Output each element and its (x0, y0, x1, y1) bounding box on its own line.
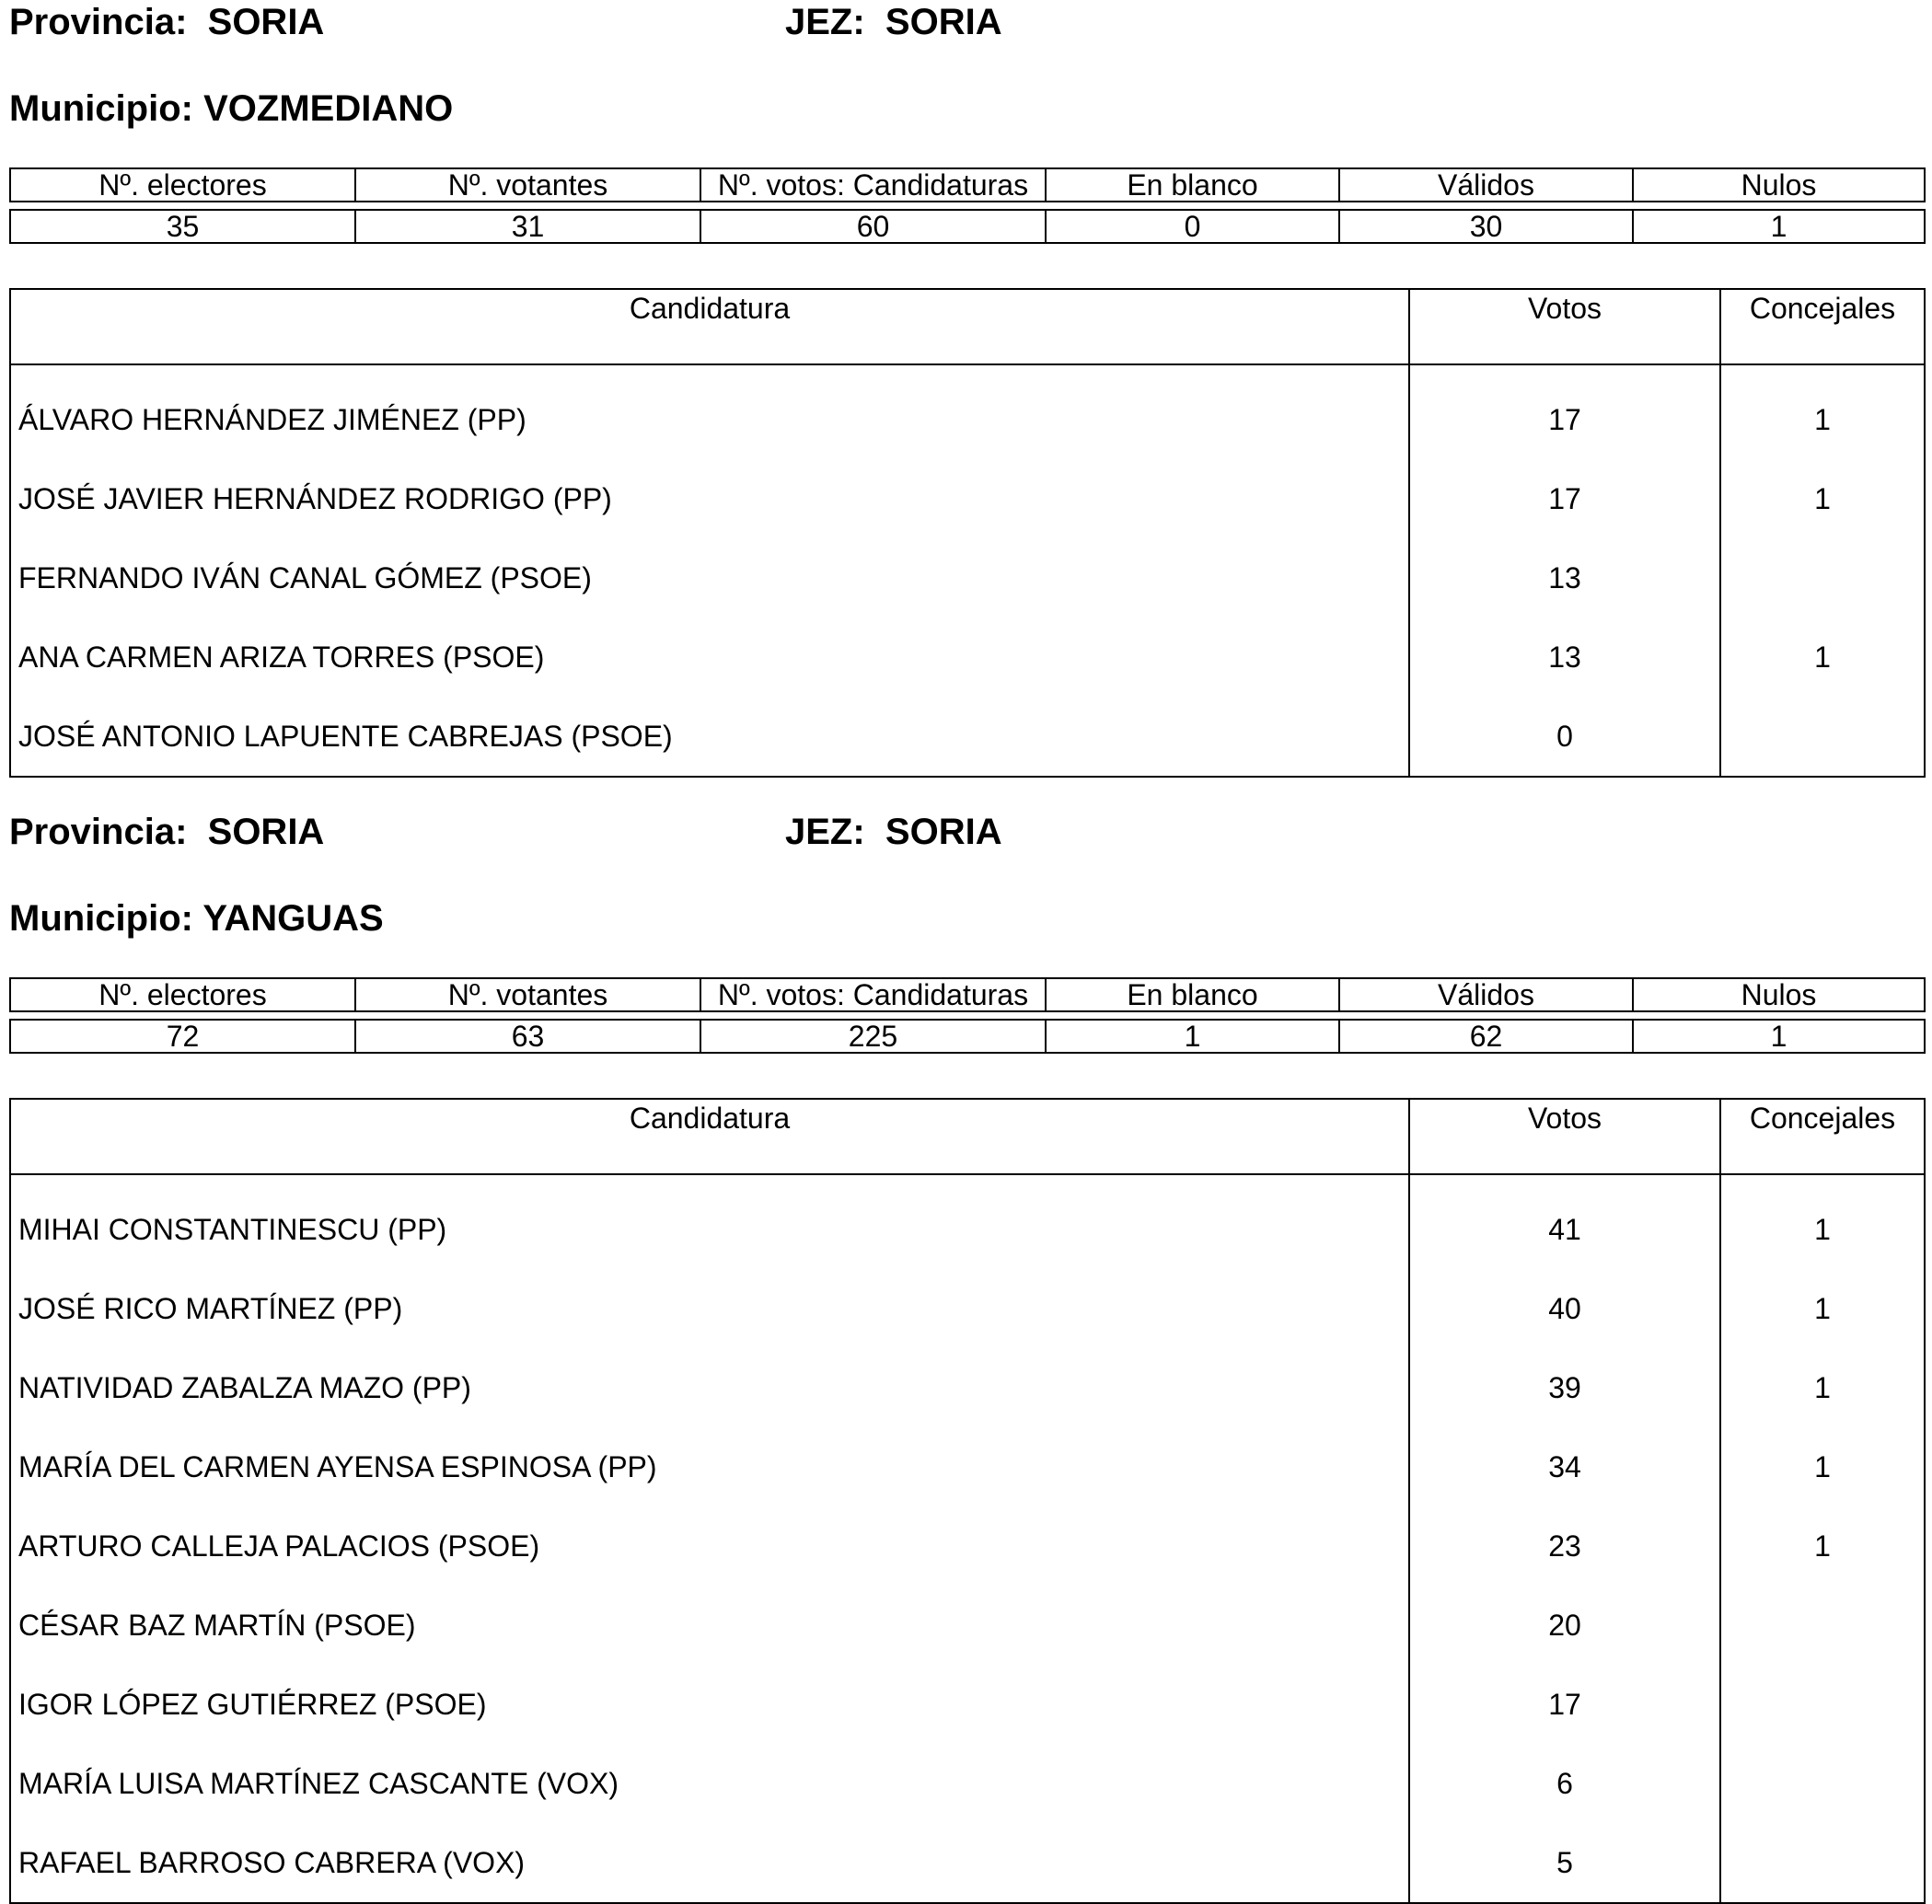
candidate-concejales (1719, 697, 1924, 776)
table-row (11, 1427, 1924, 1506)
jez-heading (785, 0, 1002, 44)
provincia-value: SORIA (207, 2, 325, 42)
candidate-concejales: 1 (1719, 617, 1924, 697)
candidate-name: ARTURO CALLEJA PALACIOS (PSOE) (18, 1529, 540, 1563)
candidate-concejales (1719, 1586, 1924, 1665)
header-candidatura: Candidatura (629, 1102, 791, 1135)
value-electores: 72 (10, 1020, 355, 1053)
candidate-votos: 17 (1408, 380, 1719, 459)
header-votos-candidaturas: Nº. votos: Candidaturas (700, 978, 1046, 1011)
header-concejales: Concejales (1719, 290, 1924, 363)
provincia-label: Provincia: (9, 812, 188, 852)
header-candidatura: Candidatura (629, 292, 791, 325)
candidate-name: ANA CARMEN ARIZA TORRES (PSOE) (18, 640, 545, 674)
candidates-table (9, 1098, 1926, 1904)
candidate-concejales: 1 (1719, 1348, 1924, 1427)
provincia-label: Provincia: (9, 2, 188, 42)
candidate-votos: 23 (1408, 1506, 1719, 1586)
header-electores: Nº. electores (10, 168, 355, 202)
candidate-name: MARÍA LUISA MARTÍNEZ CASCANTE (VOX) (18, 1766, 619, 1800)
jez-value: SORIA (885, 2, 1002, 42)
value-en-blanco: 1 (1046, 1020, 1339, 1053)
candidate-name: CÉSAR BAZ MARTÍN (PSOE) (18, 1608, 416, 1642)
table-row (11, 380, 1924, 459)
header-votos-candidaturas: Nº. votos: Candidaturas (700, 168, 1046, 202)
value-votantes: 31 (355, 210, 700, 243)
candidate-votos: 40 (1408, 1269, 1719, 1348)
candidate-name: MIHAI CONSTANTINESCU (PP) (18, 1212, 447, 1246)
table-row (11, 1348, 1924, 1427)
stats-table (9, 977, 1926, 1054)
candidate-concejales (1719, 1744, 1924, 1823)
stats-table (9, 167, 1926, 244)
header-nulos: Nulos (1633, 168, 1925, 202)
stats-value-row (10, 210, 1925, 243)
jez-value: SORIA (885, 812, 1002, 852)
candidate-concejales (1719, 1665, 1924, 1744)
value-votos-candidaturas: 60 (700, 210, 1046, 243)
candidate-name: JOSÉ JAVIER HERNÁNDEZ RODRIGO (PP) (18, 481, 612, 515)
candidates-table (9, 288, 1926, 778)
jez-label: JEZ: (785, 812, 865, 852)
value-validos: 30 (1339, 210, 1633, 243)
table-row (11, 1269, 1924, 1348)
table-row (11, 1586, 1924, 1665)
value-votantes: 63 (355, 1020, 700, 1053)
header-votos: Votos (1408, 290, 1719, 363)
candidate-name: RAFAEL BARROSO CABRERA (VOX) (18, 1845, 526, 1879)
candidate-votos: 13 (1408, 617, 1719, 697)
candidate-votos: 13 (1408, 538, 1719, 617)
value-nulos: 1 (1633, 1020, 1925, 1053)
candidate-votos: 0 (1408, 697, 1719, 776)
candidate-name: IGOR LÓPEZ GUTIÉRREZ (PSOE) (18, 1687, 487, 1721)
header-validos: Válidos (1339, 168, 1633, 202)
candidate-concejales: 1 (1719, 380, 1924, 459)
candidate-name: FERNANDO IVÁN CANAL GÓMEZ (PSOE) (18, 560, 592, 594)
candidate-name: JOSÉ ANTONIO LAPUENTE CABREJAS (PSOE) (18, 719, 673, 753)
table-row (11, 1506, 1924, 1586)
stats-value-row (10, 1020, 1925, 1053)
header-validos: Válidos (1339, 978, 1633, 1011)
header-votantes: Nº. votantes (355, 978, 700, 1011)
header-concejales: Concejales (1719, 1100, 1924, 1173)
candidate-votos: 39 (1408, 1348, 1719, 1427)
table-row (11, 1190, 1924, 1269)
municipio-label: Municipio: (9, 898, 193, 939)
header-votantes: Nº. votantes (355, 168, 700, 202)
value-electores: 35 (10, 210, 355, 243)
table-row (11, 697, 1924, 776)
candidate-votos: 34 (1408, 1427, 1719, 1506)
candidate-concejales: 1 (1719, 1427, 1924, 1506)
candidates-header-row (11, 1100, 1924, 1175)
provincia-heading (9, 810, 324, 854)
candidate-votos: 41 (1408, 1190, 1719, 1269)
candidate-concejales: 1 (1719, 1269, 1924, 1348)
table-row (11, 617, 1924, 697)
header-nulos: Nulos (1633, 978, 1925, 1011)
stats-header-row (10, 978, 1925, 1011)
candidate-concejales (1719, 538, 1924, 617)
candidate-name: NATIVIDAD ZABALZA MAZO (PP) (18, 1370, 471, 1404)
candidate-concejales: 1 (1719, 1506, 1924, 1586)
municipio-value: YANGUAS (202, 898, 384, 939)
value-votos-candidaturas: 225 (700, 1020, 1046, 1053)
provincia-value: SORIA (207, 812, 325, 852)
header-votos: Votos (1408, 1100, 1719, 1173)
provincia-heading (9, 0, 324, 44)
value-validos: 62 (1339, 1020, 1633, 1053)
table-row (11, 1665, 1924, 1744)
value-en-blanco: 0 (1046, 210, 1339, 243)
table-row (11, 459, 1924, 538)
table-row (11, 538, 1924, 617)
candidate-concejales: 1 (1719, 1190, 1924, 1269)
candidate-votos: 17 (1408, 1665, 1719, 1744)
candidate-votos: 17 (1408, 459, 1719, 538)
candidates-header-row (11, 290, 1924, 365)
header-en-blanco: En blanco (1046, 978, 1339, 1011)
header-en-blanco: En blanco (1046, 168, 1339, 202)
header-electores: Nº. electores (10, 978, 355, 1011)
candidate-name: ÁLVARO HERNÁNDEZ JIMÉNEZ (PP) (18, 402, 526, 436)
municipio-label: Municipio: (9, 88, 193, 129)
municipio-value: VOZMEDIANO (203, 88, 454, 129)
table-row (11, 1744, 1924, 1823)
municipio-heading (9, 87, 453, 131)
candidate-concejales (1719, 1823, 1924, 1902)
candidate-votos: 6 (1408, 1744, 1719, 1823)
table-row (11, 1823, 1924, 1902)
candidate-concejales: 1 (1719, 459, 1924, 538)
candidate-name: JOSÉ RICO MARTÍNEZ (PP) (18, 1291, 403, 1325)
value-nulos: 1 (1633, 210, 1925, 243)
candidate-name: MARÍA DEL CARMEN AYENSA ESPINOSA (PP) (18, 1449, 657, 1483)
jez-heading (785, 810, 1002, 854)
jez-label: JEZ: (785, 2, 865, 42)
candidate-votos: 5 (1408, 1823, 1719, 1902)
stats-header-row (10, 168, 1925, 202)
candidate-votos: 20 (1408, 1586, 1719, 1665)
municipio-heading (9, 896, 384, 940)
